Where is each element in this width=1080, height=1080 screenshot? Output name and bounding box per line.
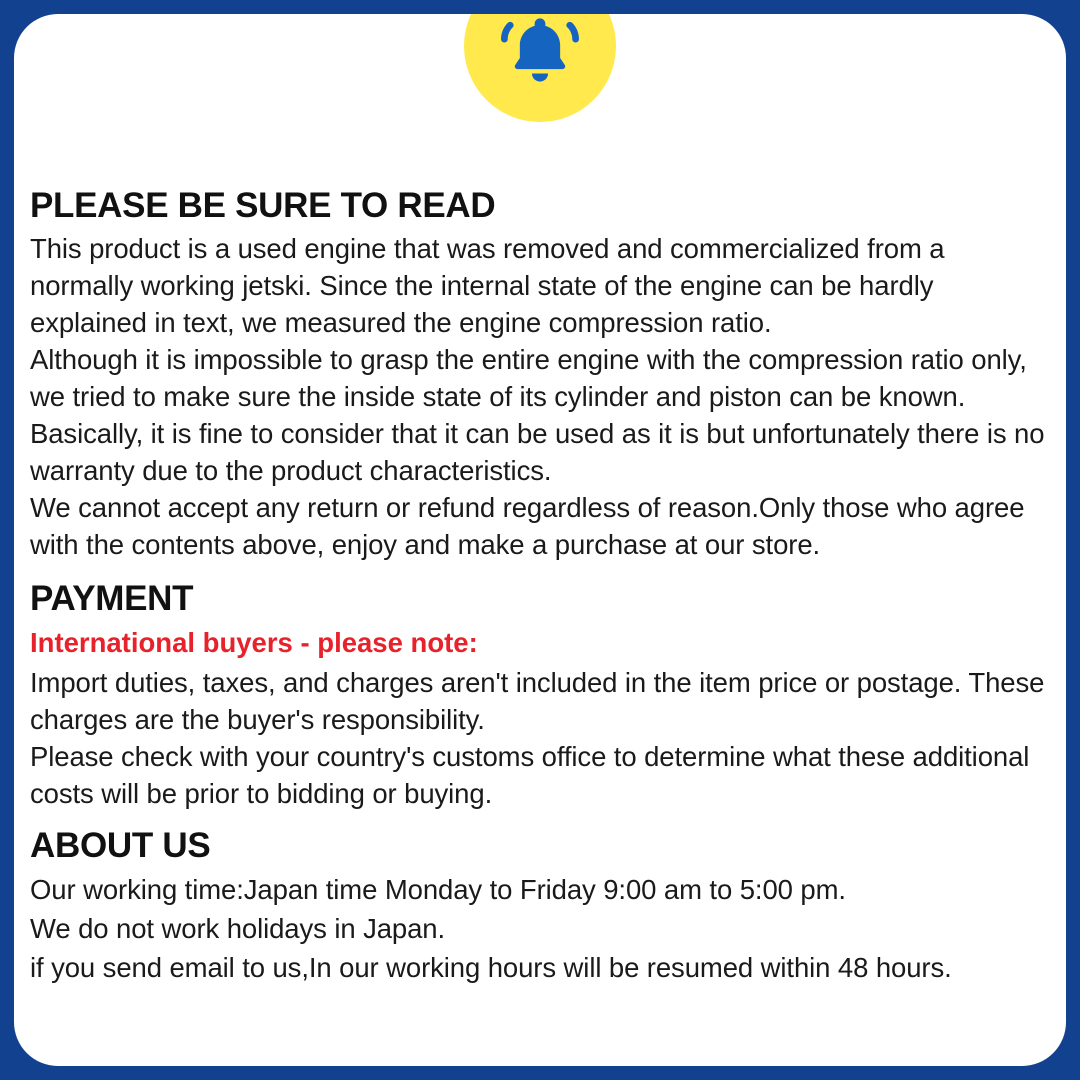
paragraph: We cannot accept any return or refund regardless of reason.Only those who agree with the contents above, enjoy and make a purchase at our store. <box>30 492 1025 560</box>
paragraph: Although it is impossible to grasp the entire engine with the compression ratio only, we tried to make sure the inside state of its cylinder and piston can be known. <box>30 344 1027 412</box>
paragraph: Basically, it is fine to consider that it can be used as it is but unfortunately there is no warranty due to the product characteristics. <box>30 418 1045 486</box>
section-heading-about: ABOUT US <box>30 826 211 865</box>
paragraph: We do not work holidays in Japan. <box>30 913 446 944</box>
page-title: PLEASE BE SURE TO READ <box>30 186 496 225</box>
section-payment <box>30 577 1050 812</box>
info-card <box>14 14 1066 1066</box>
international-buyers-note: International buyers - please note: <box>30 627 478 658</box>
section-read <box>30 186 1050 563</box>
paragraph: Please check with your country's customs office to determine what these additional costs will be prior to bidding or buying. <box>30 741 1030 809</box>
section-about <box>30 826 1050 987</box>
paragraph: This product is a used engine that was removed and commercialized from a normally working jetski. Since the internal state of the engine can be hardly explained in text, we measured the engine compression ratio. <box>30 233 945 338</box>
paragraph: if you send email to us,In our working hours will be resumed within 48 hours. <box>30 952 952 983</box>
document-body <box>30 186 1050 1001</box>
bell-icon <box>464 14 616 122</box>
section-heading-payment: PAYMENT <box>30 579 194 618</box>
paragraph: Import duties, taxes, and charges aren't included in the item price or postage. These charges are the buyer's responsibility. <box>30 667 1045 735</box>
paragraph: Our working time:Japan time Monday to Friday 9:00 am to 5:00 pm. <box>30 874 846 905</box>
